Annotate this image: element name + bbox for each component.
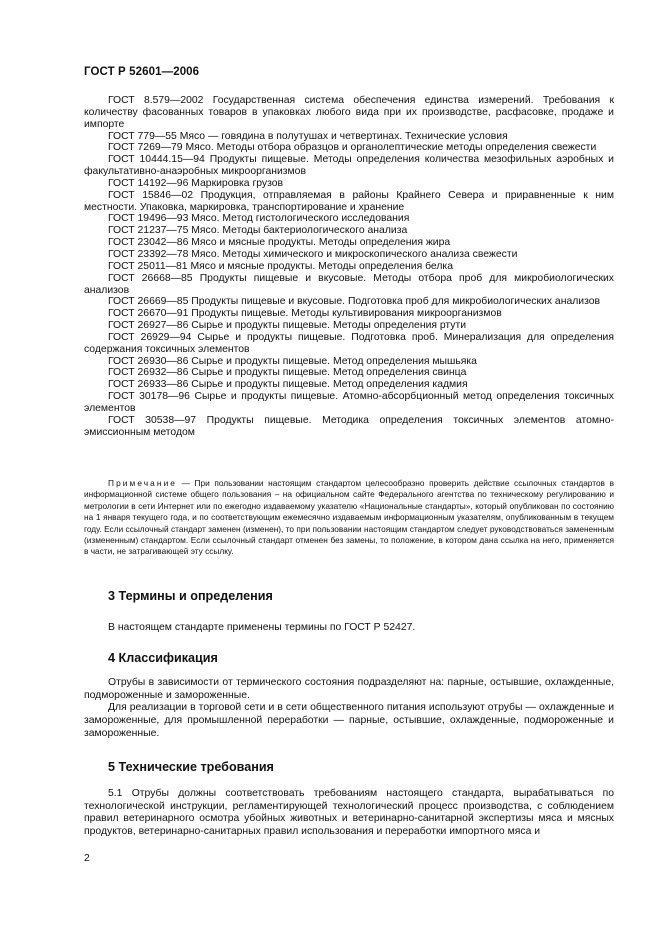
note-paragraph (84, 478, 614, 558)
reference-item: ГОСТ 10444.15—94 Продукты пищевые. Методы определения количества мезофильных аэробных и факультативно-анаэробных микроорганизмов (84, 154, 614, 178)
section-4-title: 4 Классификация (108, 651, 218, 665)
section-5-paragraph: 5.1 Отрубы должны соответствовать требованиям настоящего стандарта, вырабатываться по технологической инструкции, регламентирующей технологический процесс производства, с соблюдением правил ветеринарного осмотра убойных животных и ветеринарно-санитарной экспертизы мяса и мясных продуктов, ветеринарно-санитарных правил использования и переработки импортного мяса и (84, 788, 614, 838)
reference-item: ГОСТ 30178—96 Сырье и продукты пищевые. Атомно-абсорбционный метод определения токсичных элементов (84, 391, 614, 414)
reference-item: ГОСТ 8.579—2002 Государственная система обеспечения единства измерений. Требования к количеству фасованных товаров в упаковках любого вида при их производстве, расфасовке, продаже и импорте (84, 95, 614, 130)
reference-item: ГОСТ 26930—86 Сырье и продукты пищевые. Метод определения мышьяка (108, 355, 477, 367)
reference-item: ГОСТ 26927—86 Сырье и продукты пищевые. Методы определения ртути (108, 320, 467, 332)
reference-item: ГОСТ 26933—86 Сырье и продукты пищевые. Метод определения кадмия (108, 379, 468, 391)
reference-item: ГОСТ 25011—81 Мясо и мясные продукты. Методы определения белка (108, 260, 453, 272)
normative-references-list (84, 95, 614, 438)
note-text: — При пользовании настоящим стандартом целесообразно проверить действие ссылочных стандартов в информационной системе общего пользования – на официальном сайте Федерального агентства по техническому регулированию и метрологии в сети Интернет или по ежегодно издаваемому указателю «Национальные стандарты», который опубликован по состоянию на 1 января текущего года, и по соответствующим ежемесячно издаваемым информационным указателям, опубликованным в текущем году. Если ссылочный стандарт заменен (изменен), то при пользовании настоящим стандартом следует руководствоваться замененным (измененным) стандартом. Если ссылочный стандарт отменен без замены, то положение, в котором дана ссылка на него, применяется в части, не затрагивающей эту ссылку. (84, 478, 614, 557)
reference-item: ГОСТ 15846—02 Продукция, отправляемая в районы Крайнего Севера и приравненные к ним местности. Упаковка, маркировка, транспортирование и хранение (84, 189, 614, 213)
reference-item: ГОСТ 26668—85 Продукты пищевые и вкусовые. Методы отбора проб для микробиологических анализов (84, 272, 614, 296)
document-header: ГОСТ Р 52601—2006 (84, 66, 200, 78)
reference-item: ГОСТ 19496—93 Мясо. Метод гистологического исследования (108, 213, 410, 225)
reference-item: ГОСТ 21237—75 Мясо. Методы бактериологического анализа (108, 225, 408, 237)
reference-item: ГОСТ 779—55 Мясо — говядина в полутушах и четвертинах. Технические условия (108, 130, 508, 142)
section-4-body (84, 677, 614, 741)
section-4-paragraph: Для реализации в торговой сети и в сети общественного питания используют отрубы — охлажденные и замороженные, для промышленной переработки — парные, остывшие, охлажденные, подмороженные и замороженные. (84, 702, 614, 739)
reference-item: ГОСТ 26669—85 Продукты пищевые и вкусовые. Подготовка проб для микробиологических анализов (108, 296, 601, 308)
section-5-title: 5 Технические требования (108, 760, 274, 774)
note-block (84, 478, 614, 558)
reference-item: ГОСТ 30538—97 Продукты пищевые. Методика определения токсичных элементов атомно-эмиссионным методом (84, 414, 614, 438)
reference-item: ГОСТ 14192—96 Маркировка грузов (108, 177, 284, 189)
section-3-paragraph: В настоящем стандарте применены термины по ГОСТ Р 52427. (108, 622, 416, 633)
section-3-title: 3 Термины и определения (108, 589, 273, 603)
reference-item: ГОСТ 7269—79 Мясо. Методы отбора образцов и органолептические методы определения свежести (108, 142, 597, 154)
section-3-body (84, 622, 614, 635)
reference-item: ГОСТ 26670—91 Продукты пищевые. Методы культивирования микроорганизмов (108, 308, 502, 320)
reference-item: ГОСТ 26932—86 Сырье и продукты пищевые. Метод определения свинца (108, 367, 467, 379)
section-4-paragraph: Отрубы в зависимости от термического состояния подразделяют на: парные, остывшие, охлажденные, подмороженные и замороженные. (84, 677, 614, 701)
section-5-body (84, 788, 614, 839)
reference-item: ГОСТ 26929—94 Сырье и продукты пищевые. Подготовка проб. Минерализация для определения содержания токсичных элементов (84, 331, 614, 355)
reference-item: ГОСТ 23042—86 Мясо и мясные продукты. Методы определения жира (108, 237, 451, 249)
note-label: Примечание (108, 478, 178, 488)
reference-item: ГОСТ 23392—78 Мясо. Методы химического и микроскопического анализа свежести (108, 248, 518, 260)
page-number: 2 (84, 853, 90, 864)
